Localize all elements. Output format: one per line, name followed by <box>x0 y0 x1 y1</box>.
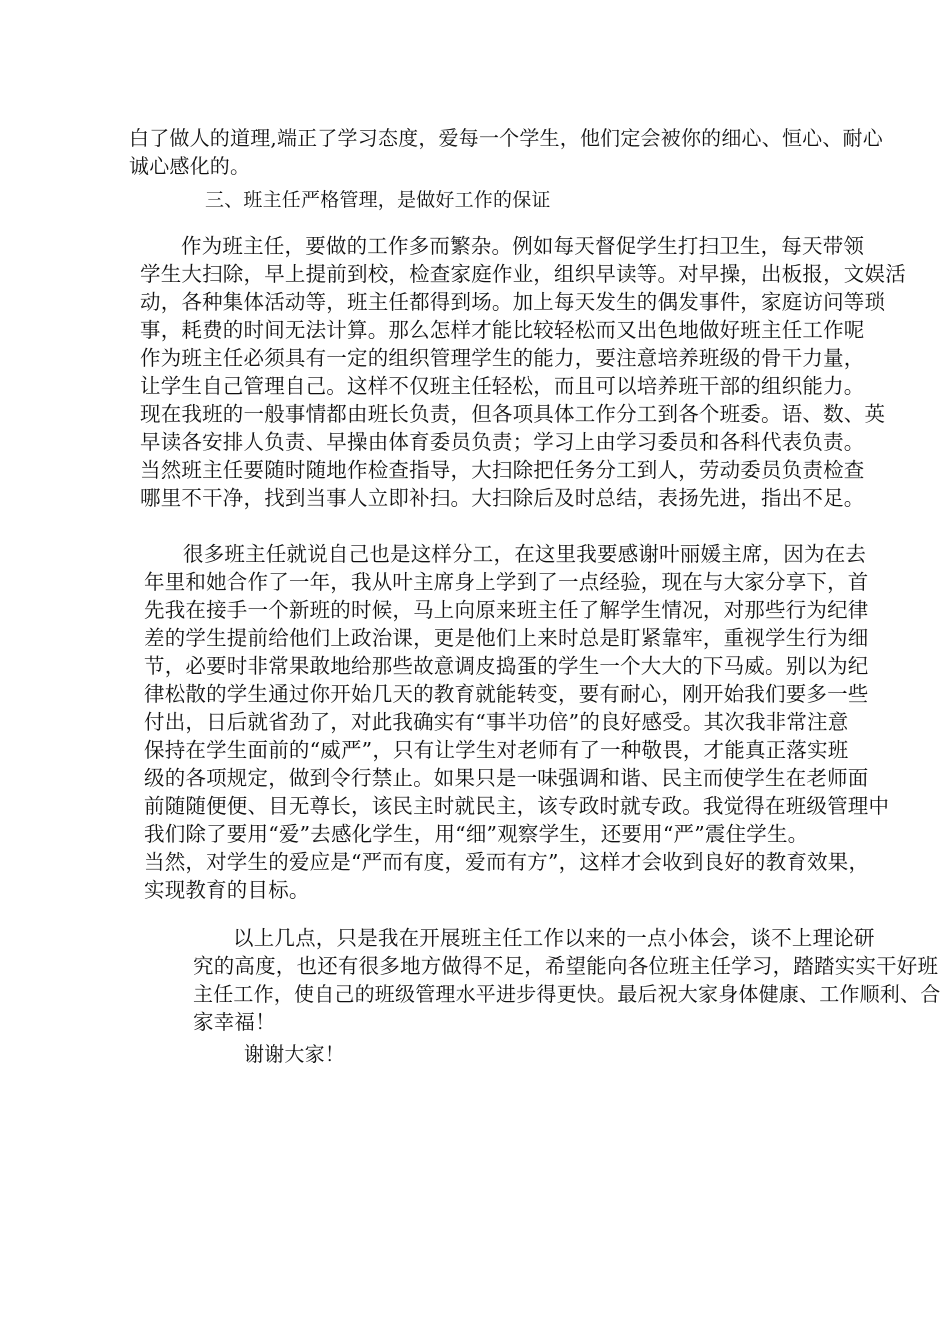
paragraph-4-line-3: 主任工作，使自己的班级管理水平进步得更快。最后祝大家身体健康、工作顺利、合 <box>193 982 941 1006</box>
paragraph-3-line-5: 节，必要时非常果敢地给那些故意调皮捣蛋的学生一个大大的下马威。别以为纪 <box>144 654 869 678</box>
paragraph-4-line-2: 究的高度，也还有很多地方做得不足，希望能向各位班主任学习，踏踏实实干好班 <box>193 954 939 978</box>
paragraph-1-line-2: 诚心感化的。 <box>129 154 251 178</box>
paragraph-2-line-4: 事，耗费的时间无法计算。那么怎样才能比较轻松而又出色地做好班主任工作呢 <box>140 318 865 342</box>
paragraph-2-line-5: 作为班主任必须具有一定的组织管理学生的能力，要注意培养班级的骨干力量， <box>140 346 865 370</box>
paragraph-3-line-9: 级的各项规定，做到令行禁止。如果只是一味强调和谐、民主而使学生在老师面 <box>144 766 869 790</box>
paragraph-3-line-13: 实现教育的目标。 <box>144 878 310 902</box>
paragraph-2-line-1: 作为班主任，要做的工作多而繁杂。例如每天督促学生打扫卫生，每天带领 <box>181 234 865 258</box>
paragraph-4-line-1: 以上几点，只是我在开展班主任工作以来的一点小体会，谈不上理论研 <box>233 926 875 950</box>
paragraph-2-line-8: 早读各安排人负责、早操由体育委员负责；学习上由学习委员和各科代表负责。 <box>140 430 865 454</box>
paragraph-2-line-6: 让学生自己管理自己。这样不仅班主任轻松，而且可以培养班干部的组织能力。 <box>140 374 865 398</box>
paragraph-3-line-6: 律松散的学生通过你开始几天的教育就能转变，要有耐心，刚开始我们要多一些 <box>144 682 869 706</box>
paragraph-3-line-10: 前随随便便、目无尊长，该民主时就民主，该专政时就专政。我觉得在班级管理中 <box>144 794 890 818</box>
closing-thanks: 谢谢大家！ <box>244 1042 345 1066</box>
paragraph-3-line-4: 差的学生提前给他们上政治课，更是他们上来时总是盯紧靠牢，重视学生行为细 <box>144 626 869 650</box>
paragraph-4-line-4: 家幸福！ <box>193 1010 276 1034</box>
paragraph-3-line-3: 先我在接手一个新班的时候，马上向原来班主任了解学生情况，对那些行为纪律 <box>144 598 869 622</box>
paragraph-3-line-11: 我们除了要用“爱”去感化学生，用“细”观察学生，还要用“严”震住学生。 <box>144 822 809 846</box>
paragraph-2-line-9: 当然班主任要随时随地作检查指导，大扫除把任务分工到人，劳动委员负责检查 <box>140 458 865 482</box>
section-heading-3: 三、班主任严格管理，是做好工作的保证 <box>205 189 551 211</box>
paragraph-3-line-2: 年里和她合作了一年，我从叶主席身上学到了一点经验，现在与大家分享下，首 <box>144 570 869 594</box>
paragraph-3-line-7: 付出，日后就省劲了，对此我确实有“事半功倍”的良好感受。其次我非常注意 <box>144 710 849 734</box>
paragraph-1-line-1: 白了做人的道理,端正了学习态度，爱每一个学生，他们定会被你的细心、恒心、耐心 <box>129 126 883 150</box>
paragraph-2-line-2: 学生大扫除，早上提前到校，检查家庭作业，组织早读等。对早操，出板报，文娱活 <box>140 262 906 286</box>
paragraph-3-line-8: 保持在学生面前的“威严”，只有让学生对老师有了一种敬畏，才能真正落实班 <box>144 738 849 762</box>
paragraph-3-line-12: 当然，对学生的爱应是“严而有度，爱而有方”，这样才会收到良好的教育效果， <box>144 850 870 874</box>
paragraph-3-line-1: 很多班主任就说自己也是这样分工，在这里我要感谢叶丽媛主席，因为在去 <box>183 542 867 566</box>
paragraph-2-line-7: 现在我班的一般事情都由班长负责，但各项具体工作分工到各个班委。语、数、英 <box>140 402 886 426</box>
paragraph-2-line-3: 动，各种集体活动等，班主任都得到场。加上每天发生的偶发事件，家庭访问等琐 <box>140 290 886 314</box>
paragraph-2-line-10: 哪里不干净，找到当事人立即补扫。大扫除后及时总结，表扬先进，指出不足。 <box>140 486 865 510</box>
